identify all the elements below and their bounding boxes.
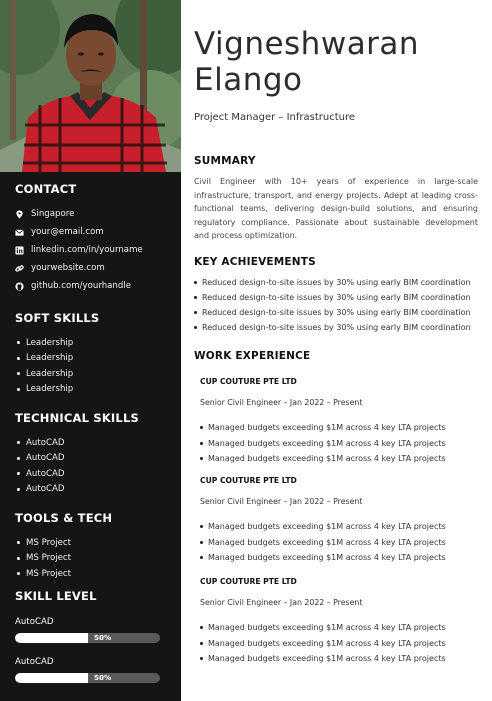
- job-entry: [200, 377, 480, 467]
- skill-progress-bar: [15, 673, 160, 683]
- skill-progress-label: 50%: [94, 673, 112, 682]
- contact-github-text[interactable]: github.com/yourhandle: [31, 281, 132, 291]
- contact-location: [15, 205, 175, 223]
- skill-progress-fill: [15, 673, 88, 683]
- list-item: AutoCAD: [15, 435, 175, 451]
- achievements-list: [194, 275, 484, 335]
- list-item: Managed budgets exceeding $1M across 4 key LTA projects: [200, 436, 480, 452]
- tools-heading: TOOLS & TECH: [15, 511, 113, 525]
- contact-location-text: Singapore: [31, 209, 75, 219]
- list-item: Managed budgets exceeding $1M across 4 key LTA projects: [200, 420, 480, 436]
- list-item: Managed budgets exceeding $1M across 4 key LTA projects: [200, 451, 480, 467]
- contact-email-text[interactable]: your@email.com: [31, 227, 104, 237]
- sidebar: [0, 0, 181, 701]
- tools-section: [15, 511, 175, 582]
- list-item: Managed budgets exceeding $1M across 4 key LTA projects: [200, 535, 480, 551]
- summary-text: Civil Engineer with 10+ years of experience in large-scale infrastructure, transport, and energy projects. Adept at leading cross-functional teams, delivering design-build solutions, and ensuring regulatory compliance. Passionate about sustainable development and process optimization.: [194, 177, 478, 240]
- list-item: Reduced design-to-site issues by 30% using early BIM coordination: [194, 305, 484, 320]
- github-icon: [15, 282, 24, 291]
- job-entry: [200, 476, 480, 566]
- list-item: Managed budgets exceeding $1M across 4 key LTA projects: [200, 636, 480, 652]
- skill-bar-label: AutoCAD: [15, 617, 54, 627]
- list-item: Managed budgets exceeding $1M across 4 key LTA projects: [200, 519, 480, 535]
- skill-bar-group: [15, 657, 175, 683]
- list-item: AutoCAD: [15, 482, 175, 498]
- list-item: MS Project: [15, 535, 175, 551]
- technical-skills-section: [15, 411, 175, 497]
- contact-website-text[interactable]: yourwebsite.com: [31, 263, 105, 273]
- soft-skills-heading: SOFT SKILLS: [15, 311, 100, 325]
- skill-bar-group: [15, 617, 175, 643]
- list-item: Reduced design-to-site issues by 30% using early BIM coordination: [194, 275, 484, 290]
- achievements-heading: KEY ACHIEVEMENTS: [194, 256, 316, 268]
- job-company: CUP COUTURE PTE LTD: [200, 476, 297, 485]
- candidate-name: [194, 26, 484, 98]
- skill-level-heading: SKILL LEVEL: [15, 589, 97, 603]
- location-pin-icon: [15, 210, 24, 219]
- link-icon: [15, 264, 24, 273]
- list-item: MS Project: [15, 551, 175, 567]
- list-item: Leadership: [15, 351, 175, 367]
- list-item: Managed budgets exceeding $1M across 4 key LTA projects: [200, 550, 480, 566]
- skill-bar-label: AutoCAD: [15, 657, 54, 667]
- list-item: Reduced design-to-site issues by 30% using early BIM coordination: [194, 290, 484, 305]
- list-item: AutoCAD: [15, 466, 175, 482]
- job-title: Senior Civil Engineer – Jan 2022 – Present: [200, 398, 363, 407]
- technical-skills-heading: TECHNICAL SKILLS: [15, 411, 139, 425]
- contact-linkedin[interactable]: [15, 241, 175, 259]
- contact-heading: CONTACT: [15, 182, 77, 196]
- profile-photo: [0, 0, 181, 172]
- job-entry: [200, 577, 480, 667]
- skill-progress-fill: [15, 633, 88, 643]
- skill-progress-bar: [15, 633, 160, 643]
- summary-heading: SUMMARY: [194, 155, 256, 167]
- list-item: Managed budgets exceeding $1M across 4 key LTA projects: [200, 620, 480, 636]
- contact-section: [15, 182, 175, 295]
- job-title: Senior Civil Engineer – Jan 2022 – Present: [200, 598, 363, 607]
- list-item: MS Project: [15, 566, 175, 582]
- job-role: Project Manager – Infrastructure: [194, 112, 356, 123]
- list-item: Reduced design-to-site issues by 30% using early BIM coordination: [194, 320, 484, 335]
- soft-skills-section: [15, 311, 175, 397]
- list-item: Managed budgets exceeding $1M across 4 key LTA projects: [200, 651, 480, 667]
- envelope-icon: [15, 228, 24, 237]
- experience-heading: WORK EXPERIENCE: [194, 350, 311, 362]
- last-name: Elango: [194, 62, 303, 98]
- list-item: Leadership: [15, 382, 175, 398]
- job-company: CUP COUTURE PTE LTD: [200, 577, 297, 586]
- contact-linkedin-text[interactable]: linkedin.com/in/yourname: [31, 245, 143, 255]
- contact-website[interactable]: [15, 259, 175, 277]
- contact-email[interactable]: [15, 223, 175, 241]
- skill-progress-label: 50%: [94, 633, 112, 642]
- list-item: Leadership: [15, 335, 175, 351]
- linkedin-icon: [15, 246, 24, 255]
- skill-level-section: [15, 589, 175, 683]
- list-item: Leadership: [15, 366, 175, 382]
- first-name: Vigneshwaran: [194, 26, 420, 62]
- contact-github[interactable]: [15, 277, 175, 295]
- job-title: Senior Civil Engineer – Jan 2022 – Present: [200, 497, 363, 506]
- job-company: CUP COUTURE PTE LTD: [200, 377, 297, 386]
- list-item: AutoCAD: [15, 451, 175, 467]
